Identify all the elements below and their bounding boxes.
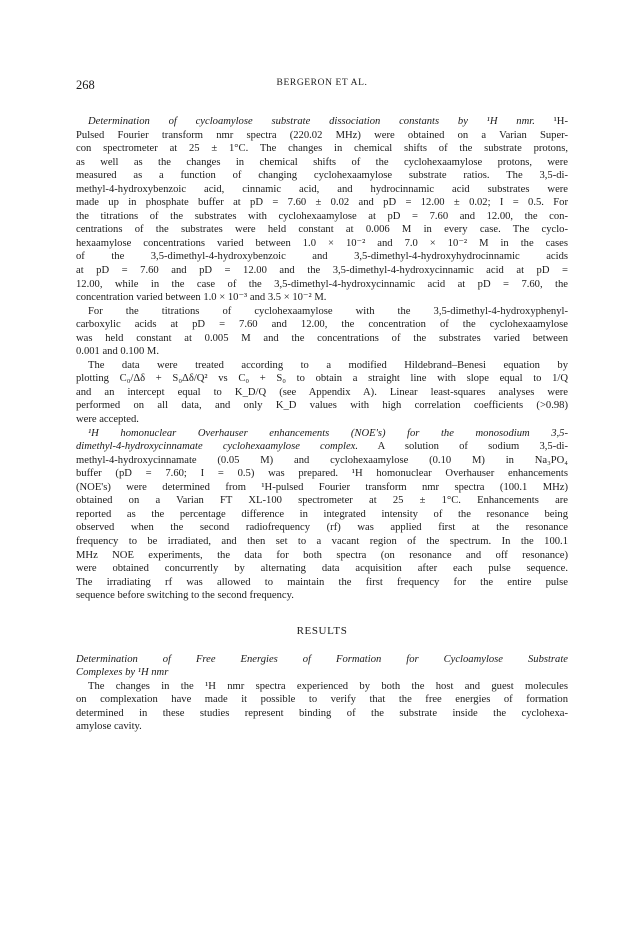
text-line: plotting C₀/Δδ + S₀Δδ/Q² vs C₀ + S₀ to obtain a straight line with slope equal to 1/Q (76, 373, 568, 385)
text-line: Determination of Free Energies of Formation for Cycloamylose Substrate (76, 653, 568, 665)
text-line: reported as the percentage difference in integrated intensity of the resonance being (76, 508, 568, 520)
text-line: the titrations of the substrates with cyclohexaamylose at pD = 7.60 and 12.00, the con- (76, 210, 568, 222)
text-line: buffer (pD = 7.60; I = 0.5) was prepared. ¹H homonuclear Overhauser enhancements (76, 468, 568, 480)
text-line: observed when the second radiofrequency (rf) was applied first at the resonance (76, 522, 568, 534)
text-line: were obtained concurrently by alternating data acquisition after each pulse sequence. (76, 563, 568, 575)
text-line: measured as a function of changing cyclohexaamylose substrate ratios. The 3,5-di- (76, 170, 568, 182)
body-text (76, 115, 568, 603)
text-line: MHz NOE experiments, the data for both spectra (on resonance and off resonance) (76, 549, 568, 561)
text-line (76, 427, 568, 441)
text-line: methyl-4-hydroxybenzoic acid, cinnamic acid, and hydrocinnamic acid substrates were (76, 183, 568, 195)
results-subheading-text (76, 653, 568, 680)
text-line: The data were treated according to a modified Hildebrand–Benesi equation by (88, 359, 568, 371)
text-line: 12.00, while in the case of the 3,5-dimethyl-4-hydroxycinnamic acid at pD = 7.60, the (76, 278, 568, 290)
run-in-heading: dimethyl-4-hydroxycinnamate cyclohexaamylose complex. (76, 441, 359, 453)
text-line: obtained on a Varian FT XL-100 spectrometer at 25 ± 1°C. Enhancements are (76, 495, 568, 507)
paragraph-p3 (76, 359, 568, 427)
text-line: frequency to be irradiated, and then set to a vacant region of the spectrum. In the 100.1 (76, 535, 568, 547)
text-line: Complexes by ¹H nmr (76, 667, 169, 679)
running-head: BERGERON ET AL. (276, 78, 368, 88)
text-line: hexaamylose concentrations varied between 1.0 × 10⁻² and 7.0 × 10⁻² M in the cases (76, 237, 568, 249)
section-title-results: RESULTS (296, 624, 348, 637)
text-line: were accepted. (76, 414, 139, 426)
text-line: methyl-4-hydroxycinnamate (0.05 M) and cyclohexaamylose (0.10 M) in Na₃PO₄ (76, 454, 568, 466)
text-line: dimethyl-4-hydroxycinnamate cyclohexaamylose complex. A solution of sodium 3,5-di- (76, 441, 568, 453)
page-header (76, 78, 568, 93)
paragraph-p1 (76, 115, 568, 305)
text-line: at pD = 7.60 and pD = 12.00 and the 3,5-dimethyl-4-hydroxycinnamic acid at pD = (76, 265, 568, 277)
paragraph-p2 (76, 305, 568, 359)
text-line: carboxylic acids at pD = 7.60 and 12.00, the concentration of the cyclohexaamylose (76, 319, 568, 331)
text-line: 0.001 and 0.100 M. (76, 346, 159, 358)
text-line: was held constant at 0.005 M and the concentrations of the substrates varied between (76, 332, 568, 344)
run-in-heading: Determination of cycloamylose substrate dissociation constants by ¹H nmr. (88, 116, 535, 127)
text-line: (NOE's) were determined from ¹H-pulsed Fourier transform nmr spectra (100.1 MHz) (76, 481, 568, 493)
text-line: of the 3,5-dimethyl-4-hydroxybenzoic and 3,5-dimethyl-4-hydroxyhydrocinnamic acids (76, 251, 568, 263)
text-line: Determination of cycloamylose substrate dissociation constants by ¹H nmr. ¹H- (88, 116, 568, 127)
text-line: concentration varied between 1.0 × 10⁻³ and 3.5 × 10⁻² M. (76, 292, 327, 304)
text-line: determined in these studies represent binding of the substrate inside the cyclohexa- (76, 707, 568, 719)
page-number: 268 (76, 78, 95, 92)
text-line: The irradiating rf was allowed to maintain the first frequency for the entire pulse (76, 576, 568, 588)
text-line: amylose cavity. (76, 721, 142, 733)
text-line: The changes in the ¹H nmr spectra experienced by both the host and guest molecules (88, 680, 568, 692)
text-line: made up in phosphate buffer at pD = 7.60 ± 0.02 and pD = 12.00 ± 0.02; I = 0.5. For (76, 197, 568, 209)
text-line: Pulsed Fourier transform nmr spectra (220.02 MHz) were obtained on a Varian Super- (76, 129, 568, 141)
text-line: con spectrometer at 25 ± 1°C. The changes in chemical shifts of the substrate protons, (76, 143, 568, 155)
text-line: performed on all data, and only K_D values with high correlation coefficients (>0.98) (76, 400, 568, 412)
text-line: on complexation have made it possible to verify that the free energies of formation (76, 694, 568, 706)
text-line: as well as the changes in chemical shifts of the cyclohexaamylose protons, were (76, 156, 568, 168)
journal-page (76, 78, 568, 734)
text-line: centrations of the substrates were held constant at 0.006 M in every case. The cyclo- (76, 224, 568, 236)
text-line: sequence before switching to the second frequency. (76, 590, 294, 602)
run-in-heading: ¹H homonuclear Overhauser enhancements (NOE's) for the monosodium 3,5- (88, 427, 568, 439)
results-paragraph-text (76, 680, 568, 734)
results-paragraph (76, 680, 568, 734)
results-subheading (76, 653, 568, 680)
text-line: For the titrations of cyclohexaamylose with the 3,5-dimethyl-4-hydroxyphenyl- (88, 305, 568, 317)
paragraph-p4 (76, 427, 568, 603)
text-line: and an intercept equal to K_D/Q (see Appendix A). Linear least-squares analyses were (76, 386, 568, 398)
